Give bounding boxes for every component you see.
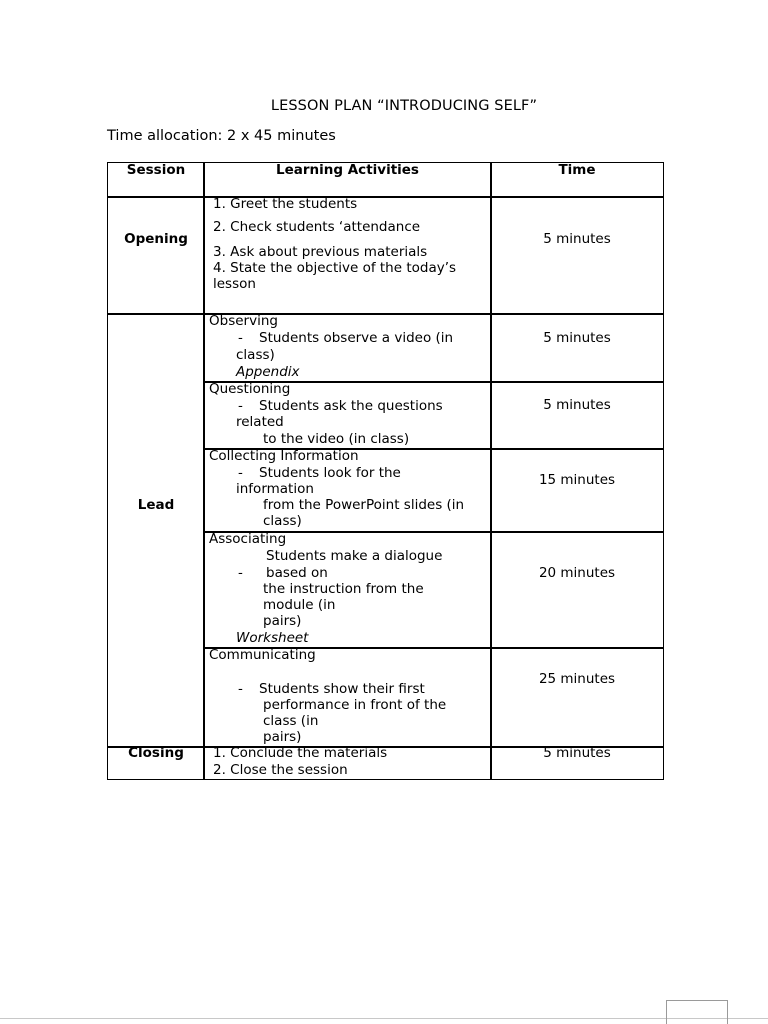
associating-time-cell	[490, 531, 664, 649]
observing-line: Students observe a video (in	[259, 330, 454, 346]
collecting-line: from the PowerPoint slides (in	[263, 497, 465, 513]
opening-session-label: Opening	[124, 231, 188, 247]
closing-time: 5 minutes	[543, 745, 611, 761]
opening-activity-line: 3. Ask about previous materials	[213, 244, 428, 260]
associating-line: Students make a dialogue	[266, 548, 443, 564]
collecting-line: information	[236, 481, 314, 497]
opening-activity-line: 1. Greet the students	[213, 196, 358, 212]
communicating-line: class (in	[263, 713, 319, 729]
bullet-dash: -	[238, 465, 243, 481]
observing-heading: Observing	[209, 313, 278, 329]
associating-line: based on	[266, 565, 328, 581]
time-allocation: Time allocation: 2 x 45 minutes	[107, 128, 336, 144]
questioning-heading: Questioning	[209, 381, 291, 397]
observing-line: class)	[236, 347, 275, 363]
page-corner-tab	[666, 1000, 728, 1024]
bullet-dash: -	[238, 681, 243, 697]
communicating-heading: Communicating	[209, 647, 316, 663]
closing-activity-line: 2. Close the session	[213, 762, 348, 778]
opening-activity-line: 2. Check students ‘attendance	[213, 219, 421, 235]
questioning-time: 5 minutes	[543, 397, 611, 413]
header-session: Session	[126, 162, 186, 178]
questioning-line: to the video (in class)	[263, 431, 410, 447]
associating-line: module (in	[263, 597, 336, 613]
opening-time-cell	[490, 196, 664, 315]
associating-line: pairs)	[263, 613, 302, 629]
opening-activity-line: lesson	[213, 276, 256, 292]
questioning-line: related	[236, 414, 284, 430]
bullet-dash: -	[238, 398, 243, 414]
associating-line: the instruction from the	[263, 581, 424, 597]
collecting-time: 15 minutes	[538, 472, 616, 488]
observing-time: 5 minutes	[543, 330, 611, 346]
opening-activity-line: 4. State the objective of the today’s	[213, 260, 457, 276]
communicating-time: 25 minutes	[538, 671, 616, 687]
communicating-time-cell	[490, 647, 664, 748]
bullet-dash: -	[238, 330, 243, 346]
observing-time-cell	[490, 313, 664, 383]
questioning-line: Students ask the questions	[259, 398, 443, 414]
header-time: Time	[558, 162, 596, 178]
associating-time: 20 minutes	[538, 565, 616, 581]
closing-session-label: Closing	[128, 745, 184, 761]
communicating-line: performance in front of the	[263, 697, 447, 713]
page-bottom-rule	[0, 1018, 768, 1019]
collecting-time-cell	[490, 448, 664, 533]
lead-session-label: Lead	[137, 497, 175, 513]
questioning-time-cell	[490, 381, 664, 450]
document-title: LESSON PLAN “INTRODUCING SELF”	[270, 98, 538, 114]
opening-session-cell	[107, 196, 205, 315]
collecting-heading: Collecting Information	[209, 448, 359, 464]
associating-note: Worksheet	[236, 630, 309, 646]
header-activities: Learning Activities	[276, 162, 419, 178]
communicating-line: pairs)	[263, 729, 302, 745]
communicating-line: Students show their first	[259, 681, 425, 697]
associating-heading: Associating	[209, 531, 287, 547]
observing-note: Appendix	[236, 364, 300, 380]
bullet-dash: -	[238, 565, 243, 581]
closing-activity-line: 1. Conclude the materials	[213, 745, 388, 761]
opening-time: 5 minutes	[543, 231, 611, 247]
collecting-line: Students look for the	[259, 465, 401, 481]
lead-session-cell	[107, 313, 205, 748]
collecting-line: class)	[263, 513, 302, 529]
